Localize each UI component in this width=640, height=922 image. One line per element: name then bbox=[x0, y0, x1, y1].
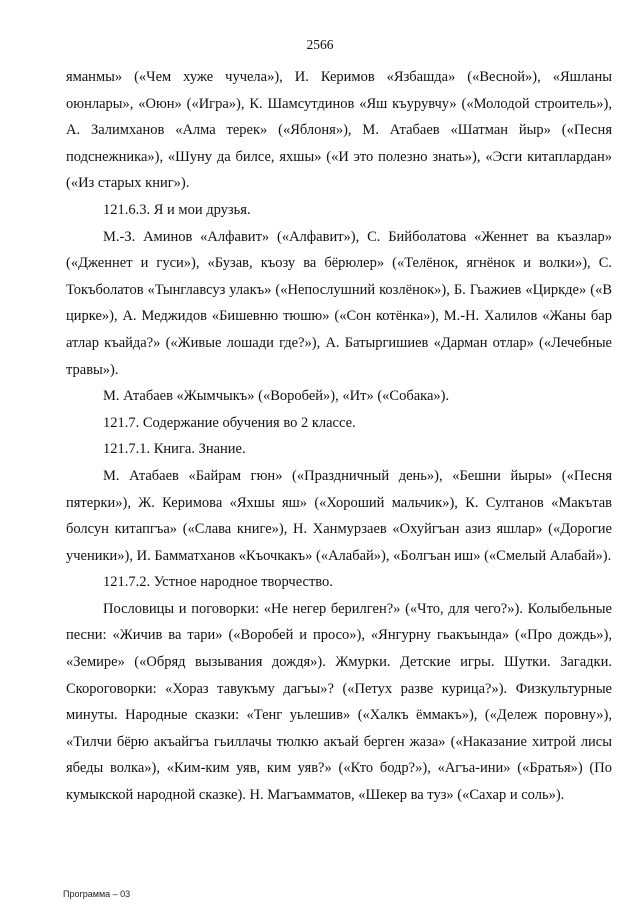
section-heading: 121.7. Содержание обучения во 2 классе. bbox=[103, 414, 356, 431]
paragraph: М.-З. Аминов «Алфавит» («Алфавит»), С. Бийболатова «Женнет ва къазлар» («Дженнет и гуси»), «Бузав, къозу ва бёрюлер» («Телёнок, ягнёнок и волки»), С. Токъболатов «Тынглавсуз улакъ» («Непослушний козлёнок»), Б. Гьажиев «Циркде» («В цирке»), А. Меджидов «Бишевню тюшю» («Сон котёнка»), М.-Н. Халилов «Жаны бар атлар къайда?» («Живые лошади где?»), А. Батыргишиев «Дарман отлар» («Лечебные травы»). bbox=[66, 228, 612, 378]
section-heading: 121.7.1. Книга. Знание. bbox=[103, 441, 246, 458]
paragraph: М. Атабаев «Байрам гюн» («Праздничный день»), «Бешни йыры» («Песня пятерки»), Ж. Керимова «Яхшы яш» («Хороший мальчик»), К. Султанов «Макътав болсун китапгъа» («Слава книге»), Н. Ханмурзаев «Охуйгъан азиз яшлар» («Дорогие ученики»), И. Бамматханов «Къочкакъ» («Алабай»), «Болгъан иш» («Смелый Алабай»). bbox=[66, 467, 612, 564]
page-footer: Программа – 03 bbox=[63, 889, 131, 899]
page-number: 2566 bbox=[306, 37, 334, 52]
document-body bbox=[66, 64, 612, 809]
paragraph-continuation: яманмы» («Чем хуже чучела»), И. Керимов «Язбашда» («Весной»), «Яшланы оюнлары», «Оюн» («Игра»), К. Шамсутдинов «Яш къурувчу» («Молодой строитель»), А. Залимханов «Алма терек» («Яблоня»), М. Атабаев «Шатман йыр» («Песня подснежника»), «Шуну да билсе, яхшы» («И это полезно знать»), «Эсги китаплардан» («Из старых книг»). bbox=[66, 69, 612, 192]
section-heading: 121.6.3. Я и мои друзья. bbox=[103, 201, 251, 218]
paragraph: Пословицы и поговорки: «Не негер берилген?» («Что, для чего?»). Колыбельные песни: «Жичив ва тари» («Воробей и просо»), «Янгурну гьакъында» («Про дождь»), «Земире» («Обряд вызывания дождя»). Жмурки. Детские игры. Шутки. Загадки. Скороговорки: «Хораз тавукъму дагъы»? («Петух разве курица?»). Физкультурные минуты. Народные сказки: «Тенг уьлешив» («Халкъ ёммакъ»), («Дележ поровну»), «Тилчи бёрю акъайгъа гьиллачы тюлкю акъай берген жаза» («Наказание хитрой лисы ябеды волка»), «Ким-ким уяв, ким уяв?» («Кто бодр?»), «Агъа-ини» («Братья») (По кумыкской народной сказке). Н. Магъамматов, «Шекер ва туз» («Сахар и соль»). bbox=[66, 600, 612, 804]
section-heading: 121.7.2. Устное народное творчество. bbox=[103, 574, 333, 591]
paragraph: М. Атабаев «Жымчыкъ» («Воробей»), «Ит» («Собака»). bbox=[103, 388, 450, 405]
